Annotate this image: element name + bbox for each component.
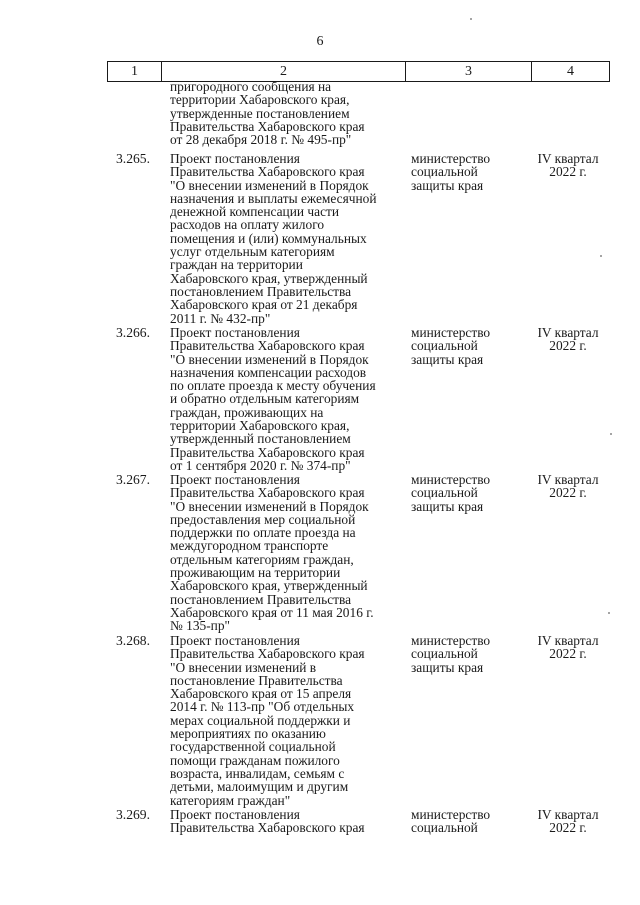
row-description: Проект постановления Правительства Хабаровского края "О внесении изменений в постановление Правительства Хабаровского края от 15 апреля 2014 г. № 113-пр "Об отдельных мерах социальной поддержки и мероприятиях по оказанию государственной социальной помощи гражданам пожилого возраста, инвалидам, семьям с детьми, малоимущим и другим категориям граждан" — [170, 633, 365, 808]
column-number-4: 4 — [532, 62, 610, 82]
row-number: 3.267. — [116, 472, 150, 487]
row-number: 3.266. — [116, 325, 150, 340]
row-description: Проект постановления Правительства Хабаровского края "О внесении изменений в Порядок назначения и выплаты ежемесячной денежной компенсации части расходов на оплату жилого помещения и (или) коммунальных услуг отдельным категориям граждан на территории Хабаровского края, утвержденный постановлением Правительства Хабаровского края от 21 декабря 2011 г. № 432-пр" — [170, 151, 377, 326]
row-number: 3.265. — [116, 151, 150, 166]
row-description: Проект постановления Правительства Хабаровского края — [170, 807, 365, 836]
scan-speck — [600, 255, 602, 257]
row-executor: министерство социальной — [411, 807, 491, 836]
row-term: IV квартал 2022 г. — [537, 151, 599, 180]
row-term: IV квартал 2022 г. — [537, 472, 599, 501]
continuation-description: пригородного сообщения на территории Хабаровского края, утвержденные постановлением Правительства Хабаровского края от 28 декабря 2018 г. № 495-пр" — [170, 79, 365, 148]
row-description: Проект постановления Правительства Хабаровского края "О внесении изменений в Порядок назначения компенсации расходов по оплате проезда к месту обучения и обратно отдельным категориям граждан, проживающих на территории Хабаровского края, утвержденный постановлением Правительства Хабаровского края от 1 сентября 2020 г. № 374-пр" — [170, 325, 376, 473]
row-description: Проект постановления Правительства Хабаровского края "О внесении изменений в Порядок предоставления мер социальной поддержки по оплате проезда на междугородном транспорте отдельным категориям граждан, проживающим на территории Хабаровского края, утвержденный постановлением Правительства Хабаровского края от 11 мая 2016 г. № 135-пр" — [170, 472, 374, 634]
column-number-1: 1 — [108, 62, 162, 82]
row-term: IV квартал 2022 г. — [537, 807, 599, 836]
column-number-2: 2 — [162, 62, 406, 82]
scan-speck — [470, 18, 472, 20]
scan-speck — [610, 433, 612, 435]
row-executor: министерство социальной защиты края — [411, 151, 491, 193]
row-term: IV квартал 2022 г. — [537, 325, 599, 354]
row-number: 3.269. — [116, 807, 150, 822]
column-number-3: 3 — [406, 62, 532, 82]
row-executor: министерство социальной защиты края — [411, 633, 491, 675]
row-number: 3.268. — [116, 633, 150, 648]
row-executor: министерство социальной защиты края — [411, 472, 491, 514]
row-executor: министерство социальной защиты края — [411, 325, 491, 367]
page-number: 6 — [316, 34, 324, 49]
row-term: IV квартал 2022 г. — [537, 633, 599, 662]
scan-speck — [608, 612, 610, 614]
